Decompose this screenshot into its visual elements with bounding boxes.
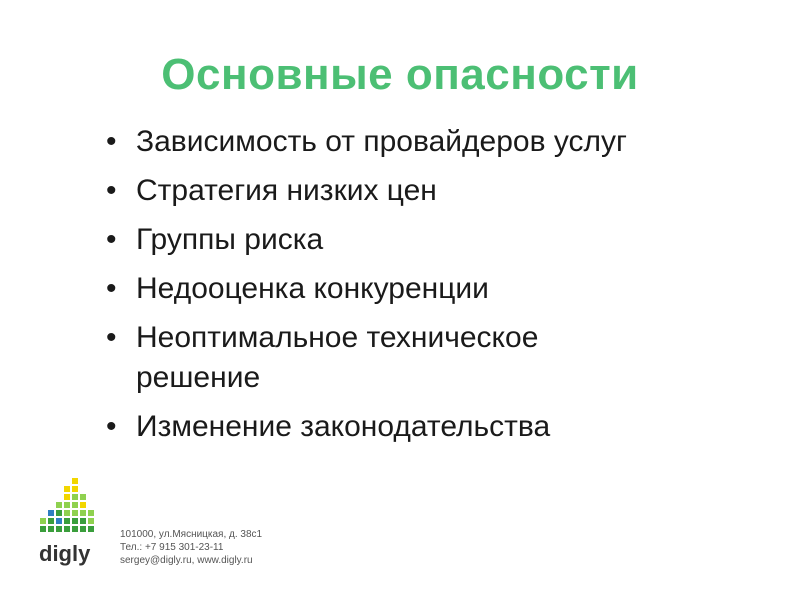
- bullet-item: [104, 171, 664, 211]
- bullet-dot: •: [106, 223, 117, 256]
- bullet-item: [104, 122, 664, 162]
- bullet-text: Недооценка конкуренции: [136, 272, 489, 305]
- bullet-list: [104, 122, 664, 456]
- logo-wordmark: digly: [39, 541, 91, 566]
- bullet-dot: •: [106, 321, 117, 354]
- bullet-dot: •: [106, 410, 117, 443]
- bullet-dot: •: [106, 174, 117, 207]
- bullet-text: Стратегия низких цен: [136, 174, 437, 207]
- footer-address: 101000, ул.Мясницкая, д. 38с1: [120, 529, 263, 540]
- logo-bars: [40, 478, 94, 532]
- bullet-text: Зависимость от провайдеров услуг: [136, 125, 627, 158]
- slide-title: Основные опасности: [161, 50, 639, 99]
- bullet-item: [104, 407, 664, 447]
- bullet-dot: •: [106, 125, 117, 158]
- bullet-item: [104, 318, 664, 398]
- digly-logo: [38, 476, 98, 572]
- bullet-text: Изменение законодательства: [136, 410, 551, 443]
- bullet-item: [104, 220, 664, 260]
- footer-contacts: [120, 528, 262, 567]
- footer-email-web: sergey@digly.ru, www.digly.ru: [120, 555, 253, 566]
- footer-phone: Тел.: +7 915 301-23-11: [120, 542, 224, 553]
- bullet-dot: •: [106, 272, 117, 305]
- bullet-text: Группы риска: [136, 223, 324, 256]
- bullet-item: [104, 269, 664, 309]
- bullet-text: Неоптимальное техническое решение: [136, 321, 539, 394]
